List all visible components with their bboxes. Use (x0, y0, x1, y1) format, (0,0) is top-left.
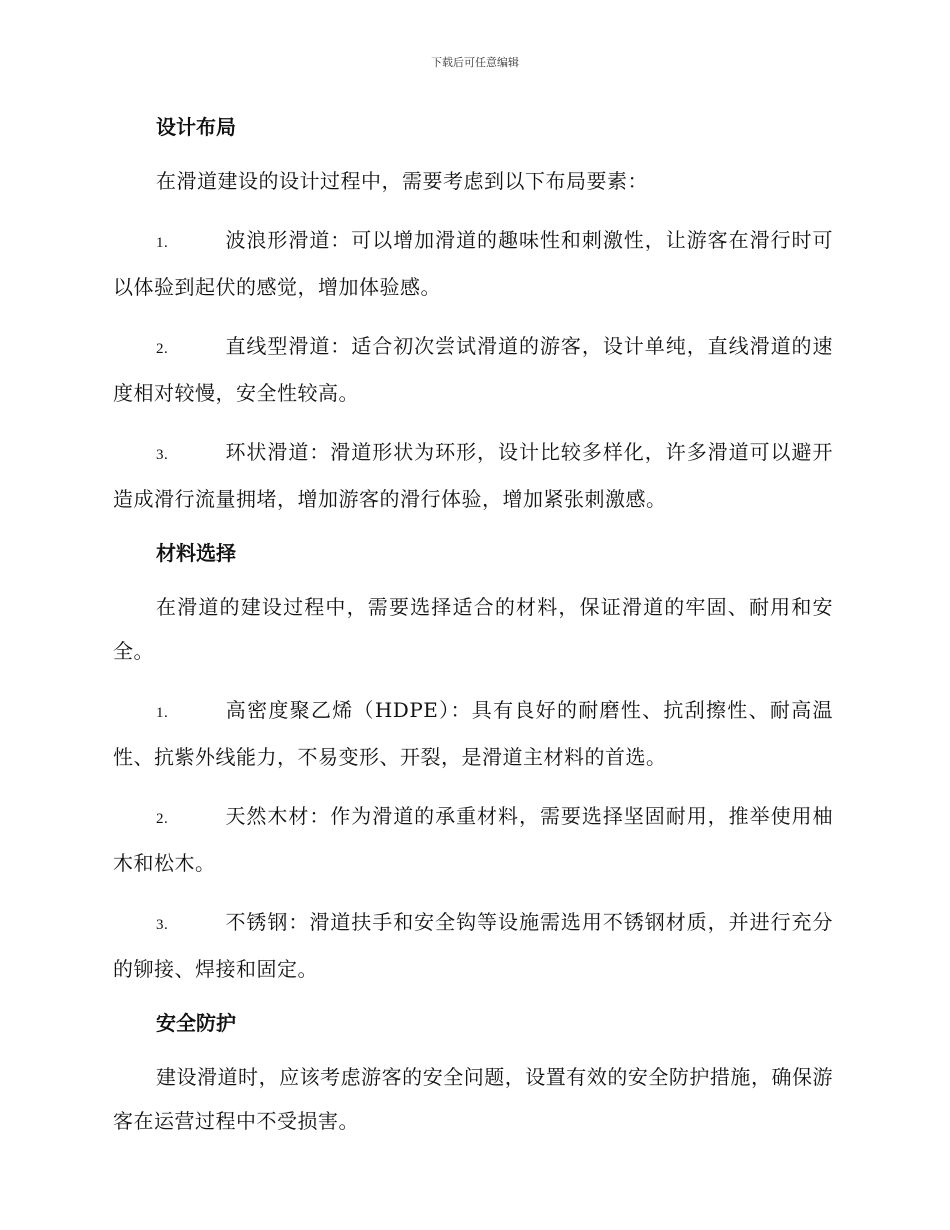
page-header: 下载后可任意编辑 (431, 56, 519, 69)
list-item-text: 不锈钢：滑道扶手和安全钩等设施需选用不锈钢材质，并进行充分的铆接、焊接和固定。 (113, 910, 833, 981)
section-intro-layout: 在滑道建设的设计过程中，需要考虑到以下布局要素： (156, 169, 648, 193)
list-item-text: 环状滑道：滑道形状为环形，设计比较多样化，许多滑道可以避开造成滑行流量拥堵，增加游客的滑行体验，增加紧张刺激感。 (113, 440, 833, 511)
list-item-number: 2. (156, 341, 169, 357)
section-intro-safety: 建设滑道时，应该考虑游客的安全问题，设置有效的安全防护措施，确保游客在运营过程中不受损害。 (113, 1065, 833, 1133)
list-item (113, 900, 833, 991)
list-item (113, 324, 833, 415)
list-item-number: 2. (156, 811, 169, 827)
list-item (113, 430, 833, 521)
section-heading-layout: 设计布局 (156, 115, 236, 139)
section-intro-materials: 在滑道的建设过程中，需要选择适合的材料，保证滑道的牢固、耐用和安全。 (113, 595, 833, 663)
list-item-number: 3. (156, 447, 169, 463)
list-item (113, 794, 833, 885)
section-heading-materials: 材料选择 (156, 541, 236, 565)
list-item-text: 波浪形滑道：可以增加滑道的趣味性和刺激性，让游客在滑行时可以体验到起伏的感觉，增加体验感。 (113, 228, 833, 299)
list-item-text: 天然木材：作为滑道的承重材料，需要选择坚固耐用，推举使用柚木和松木。 (113, 804, 833, 875)
list-item (113, 218, 833, 309)
list-item-text: 高密度聚乙烯（HDPE）：具有良好的耐磨性、抗刮擦性、耐高温性、抗紫外线能力，不易变形、开裂，是滑道主材料的首选。 (113, 698, 833, 769)
section-heading-safety: 安全防护 (156, 1011, 236, 1035)
list-item-number: 1. (156, 235, 169, 251)
list-item-number: 3. (156, 917, 169, 933)
list-item (113, 688, 833, 779)
list-item-number: 1. (156, 705, 169, 721)
document-body (113, 110, 833, 1158)
list-item-text: 直线型滑道：适合初次尝试滑道的游客，设计单纯，直线滑道的速度相对较慢，安全性较高。 (113, 334, 833, 405)
